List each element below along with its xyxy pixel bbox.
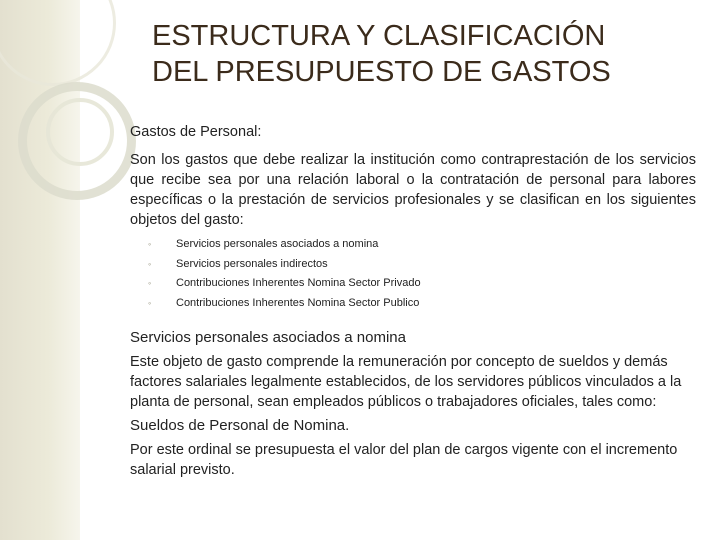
slide-title bbox=[152, 18, 692, 90]
decorative-ring-top bbox=[0, 0, 116, 86]
heading-gastos-de-personal: Gastos de Personal: bbox=[130, 124, 262, 140]
list-item-label: Servicios personales asociados a nomina bbox=[176, 238, 379, 250]
bullet-icon: ◦ bbox=[148, 239, 152, 249]
paragraph-sueldos-de-personal: Por este ordinal se presupuesta el valor del plan de cargos vigente con el incremento salarial previsto. bbox=[130, 441, 678, 478]
paragraph-gastos-de-personal: Son los gastos que debe realizar la institución como contraprestación de los servicios que recibe sea por una relación laboral o la contratación de personal para labores específicas o la prestación de servicios profesionales y se clasifican en los siguientes objetos del gasto: bbox=[130, 152, 696, 228]
slide-title-line-2: DEL PRESUPUESTO DE GASTOS bbox=[152, 56, 611, 88]
heading-servicios-personales: Servicios personales asociados a nomina bbox=[130, 328, 406, 346]
list-item bbox=[130, 277, 696, 290]
list-item bbox=[130, 297, 696, 310]
heading-sueldos-de-personal: Sueldos de Personal de Nomina. bbox=[130, 416, 350, 434]
paragraph-servicios-personales: Este objeto de gasto comprende la remuneración por concepto de sueldos y demás factores salariales legalmente establecidos, de los servidores públicos vinculados a la planta de personal, sean empleados públicos o trabajadores oficiales, tales como: bbox=[130, 353, 682, 410]
list-item bbox=[130, 238, 696, 251]
list-item-label: Contribuciones Inherentes Nomina Sector Publico bbox=[176, 296, 420, 309]
bullet-icon: ◦ bbox=[148, 297, 152, 308]
decorative-ring-inner bbox=[46, 98, 114, 166]
list-item-label: Servicios personales indirectos bbox=[176, 257, 328, 270]
slide-title-line-1: ESTRUCTURA Y CLASIFICACIÓN bbox=[152, 20, 606, 52]
list-item bbox=[130, 258, 696, 271]
bullet-icon: ◦ bbox=[148, 278, 152, 289]
list-item-label: Contribuciones Inherentes Nomina Sector Privado bbox=[176, 277, 421, 290]
bullet-icon: ◦ bbox=[148, 258, 152, 269]
bullet-list bbox=[130, 238, 696, 310]
slide-content bbox=[130, 122, 696, 480]
